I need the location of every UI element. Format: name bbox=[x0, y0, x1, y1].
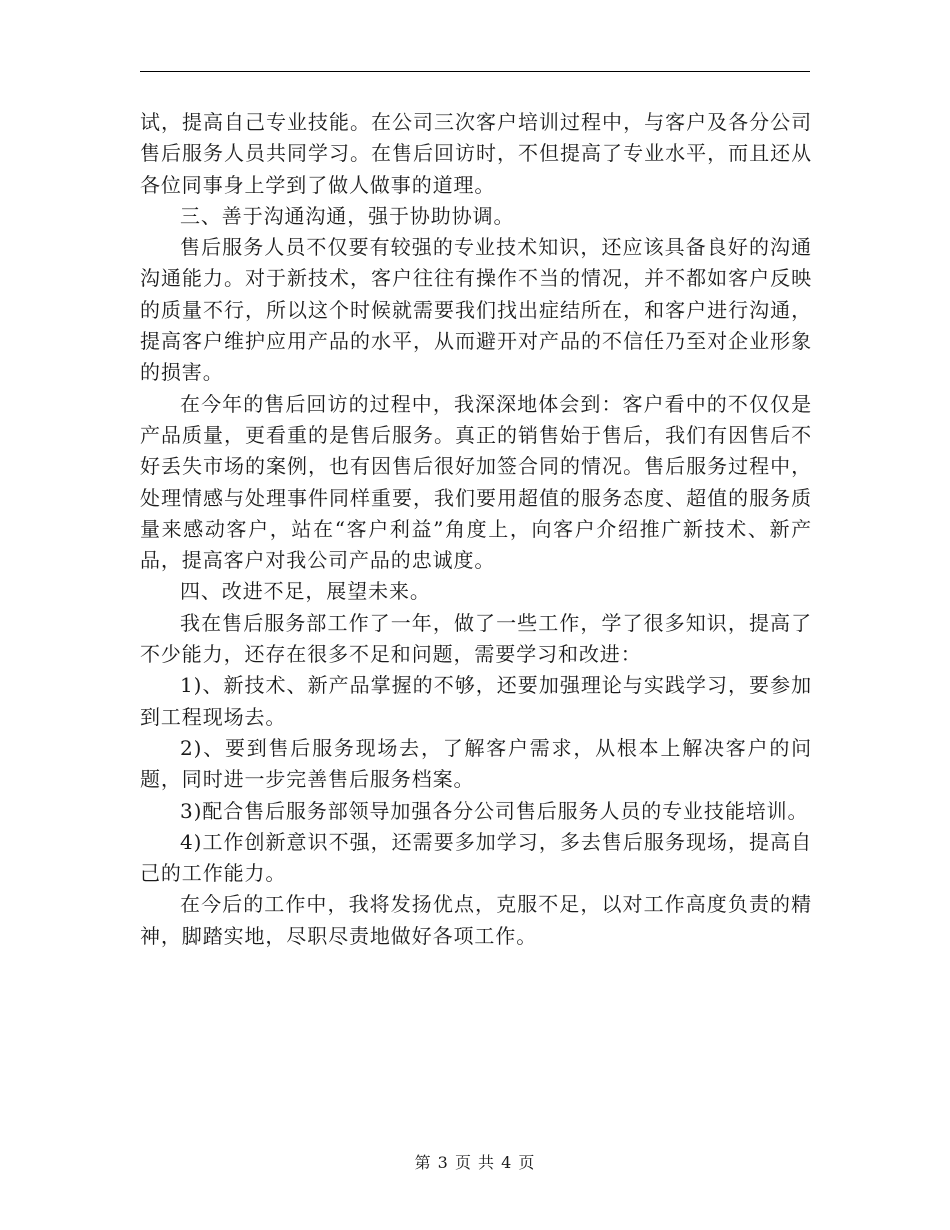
paragraph: 在今后的工作中，我将发扬优点，克服不足，以对工作高度负责的精神，脚踏实地，尽职尽责地做好各项工作。 bbox=[140, 892, 812, 948]
section-heading-communication: 三、善于沟通沟通，强于协助协调。 bbox=[180, 203, 515, 228]
paragraph: 在今年的售后回访的过程中，我深深地体会到：客户看中的不仅仅是产品质量，更看重的是售后服务。真正的销售始于售后，我们有因售后不好丢失市场的案例，也有因售后很好加签合同的情况。售后服务过程中，处理情感与处理事件同样重要，我们要用超值的服务态度、超值的服务质量来感动客户，站在“客户利益”角度上，向客户介绍推广新技术、新产品，提高客户对我公司产品的忠诚度。 bbox=[140, 391, 812, 573]
list-item: 2)、要到售后服务现场去，了解客户需求，从根本上解决客户的问题，同时进一步完善售后服务档案。 bbox=[140, 735, 812, 792]
paragraph: 我在售后服务部工作了一年，做了一些工作，学了很多知识，提高了不少能力，还存在很多不足和问题，需要学习和改进： bbox=[140, 610, 812, 667]
page-number-footer: 第 3 页 共 4 页 bbox=[414, 1153, 536, 1172]
section-heading-improvement: 四、改进不足，展望未来。 bbox=[180, 579, 431, 604]
paragraph: 售后服务人员不仅要有较强的专业技术知识，还应该具备良好的沟通沟通能力。对于新技术，客户往往有操作不当的情况，并不都如客户反映的质量不行，所以这个时候就需要我们找出症结所在，和客户进行沟通，提高客户维护应用产品的水平，从而避开对产品的不信任乃至对企业形象的损害。 bbox=[140, 235, 812, 385]
document-body bbox=[140, 107, 812, 952]
header-rule bbox=[140, 71, 810, 72]
list-item: 3)配合售后服务部领导加强各分公司售后服务人员的专业技能培训。 bbox=[180, 798, 809, 823]
paragraph: 试，提高自己专业技能。在公司三次客户培训过程中，与客户及各分公司售后服务人员共同学习。在售后回访时，不但提高了专业水平，而且还从各位同事身上学到了做人做事的道理。 bbox=[140, 110, 812, 197]
list-item: 1)、新技术、新产品掌握的不够，还要加强理论与实践学习，要参加到工程现场去。 bbox=[140, 673, 812, 729]
list-item: 4)工作创新意识不强，还需要多加学习，多去售后服务现场，提高自己的工作能力。 bbox=[140, 829, 812, 886]
